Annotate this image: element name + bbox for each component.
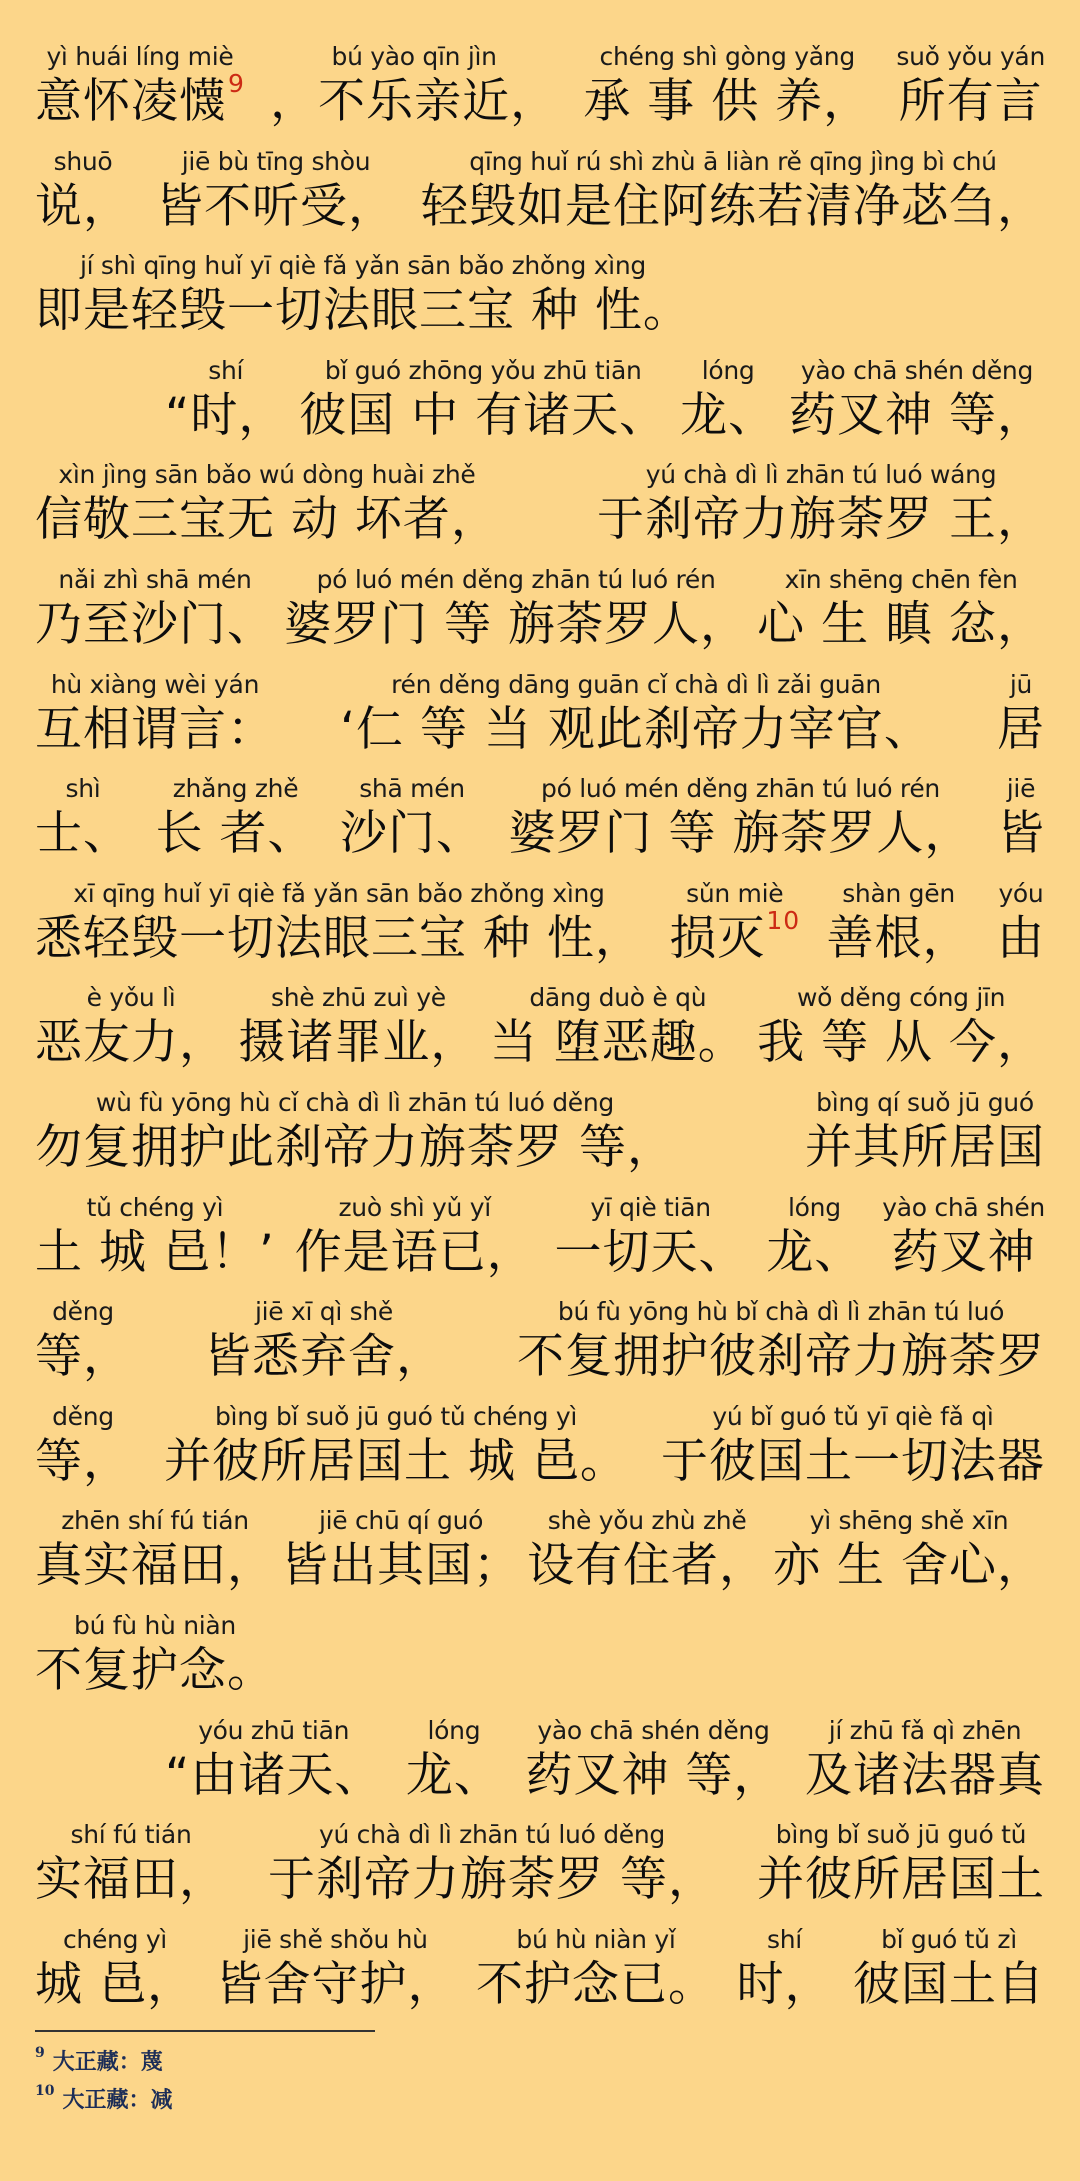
hanzi (299, 386, 667, 446)
phrase (35, 147, 131, 237)
phrase (773, 1506, 1045, 1596)
text-line (35, 865, 1045, 969)
phrase (35, 879, 643, 969)
phrase (517, 1297, 1045, 1387)
hanzi (555, 1223, 747, 1283)
footnote-marker[interactable]: 10 (766, 906, 801, 935)
hanzi-text: 善根， (826, 911, 971, 966)
hanzi-text: 于刹帝力旃荼罗 王， (597, 492, 1045, 547)
phrase (509, 774, 973, 864)
hanzi (997, 700, 1045, 760)
hanzi-text: 彼国土自 (852, 1957, 1045, 2012)
text-line (35, 551, 1045, 655)
hanzi (766, 1223, 862, 1283)
hanzi-text: 士、 (35, 806, 131, 861)
hanzi (757, 1013, 1045, 1073)
hanzi (35, 700, 275, 760)
pinyin: yóu (998, 879, 1044, 908)
phrase (35, 1297, 131, 1387)
hanzi-text: 长 者、 (155, 806, 316, 861)
hanzi-text: 不护念已。 (475, 1957, 716, 2012)
hanzi-text: 即是轻毁一切法眼三宝 种 性。 (35, 283, 691, 338)
hanzi-text: “由诸天、 (165, 1748, 383, 1803)
pinyin: bìng bǐ suǒ jū guó tǔ chéng yì (214, 1402, 577, 1431)
footnote-marker[interactable]: 9 (228, 69, 245, 98)
hanzi (661, 1432, 1045, 1492)
hanzi-text: 一切天、 (554, 1225, 747, 1280)
text-line (35, 1492, 1045, 1596)
phrase (35, 1820, 227, 1910)
pinyin: jū (1009, 670, 1033, 699)
hanzi (35, 1118, 675, 1178)
text-line (35, 1074, 1045, 1178)
hanzi-text: 药叉神 (891, 1225, 1036, 1280)
pinyin: zhǎng zhě (172, 774, 299, 803)
pinyin: yú chà dì lì zhān tú luó děng (318, 1820, 665, 1849)
phrase (525, 1716, 781, 1806)
footnote-9 (35, 2045, 163, 2076)
hanzi-text: 药叉神 等， (525, 1748, 782, 1803)
hanzi-text: 婆罗门 等 旃荼罗人， (284, 597, 749, 652)
hanzi (669, 906, 801, 969)
hanzi (35, 1641, 275, 1701)
hanzi (164, 1432, 628, 1492)
hanzi (680, 386, 776, 446)
text-line (165, 342, 1045, 446)
pinyin: lóng (701, 356, 755, 385)
text-line (35, 446, 1045, 550)
pinyin: shàn gēn (842, 879, 955, 908)
pinyin: bǐ guó zhōng yǒu zhū tiān (324, 356, 642, 385)
phrase (757, 983, 1045, 1073)
hanzi (270, 72, 558, 132)
text-line (35, 969, 1045, 1073)
footnote-10 (35, 2083, 173, 2114)
phrase (284, 565, 748, 655)
pinyin: děng (52, 1402, 114, 1431)
hanzi (284, 595, 748, 655)
hanzi (757, 1850, 1045, 1910)
phrase (270, 42, 558, 132)
phrase (597, 460, 1045, 550)
hanzi (853, 1955, 1045, 2015)
pinyin: shí fú tián (70, 1820, 192, 1849)
hanzi (527, 1536, 767, 1596)
phrase (35, 1925, 195, 2015)
hanzi-text: 皆悉弃舍， (204, 1329, 444, 1384)
phrase (35, 42, 245, 132)
phrase (156, 774, 316, 864)
hanzi-text: 并彼所居国土 城 邑。 (164, 1434, 628, 1489)
hanzi-text: 损灭 (669, 911, 766, 966)
hanzi (35, 804, 131, 864)
hanzi (35, 1223, 275, 1283)
hanzi (268, 1850, 716, 1910)
phrase (805, 1716, 1045, 1806)
hanzi (805, 1118, 1045, 1178)
hanzi-text: 土 城 邑！’ (35, 1225, 275, 1280)
hanzi-text: 龙、 (405, 1748, 502, 1803)
pinyin: jiē bù tīng shòu (181, 147, 371, 176)
pinyin: lóng (427, 1716, 481, 1745)
hanzi-text: 等， (35, 1329, 131, 1384)
hanzi (295, 1223, 535, 1283)
phrase (35, 1611, 275, 1701)
hanzi (421, 177, 1045, 237)
phrase (997, 774, 1045, 864)
phrase (789, 356, 1045, 446)
pinyin: shè yǒu zhù zhě (547, 1506, 747, 1535)
pinyin: zhēn shí fú tián (61, 1506, 249, 1535)
phrase (35, 1193, 275, 1283)
hanzi-text: 承 事 供 养， (583, 74, 872, 129)
hanzi (509, 804, 973, 864)
hanzi-text: 我 等 从 今， (757, 1015, 1045, 1070)
phrase (766, 1193, 862, 1283)
hanzi (165, 1746, 382, 1806)
pinyin: jí zhū fǎ qì zhēn (828, 1716, 1022, 1745)
hanzi-text: 城 邑， (35, 1957, 195, 2012)
hanzi (281, 1536, 521, 1596)
pinyin: shí (208, 356, 244, 385)
phrase (680, 356, 776, 446)
hanzi (892, 1223, 1036, 1283)
text-line (35, 760, 1045, 864)
hanzi-text: 皆不听受， (156, 179, 396, 234)
hanzi (35, 1013, 227, 1073)
phrase (164, 1402, 628, 1492)
pinyin: jiē (1006, 774, 1036, 803)
pinyin: wù fù yōng hù cǐ chà dì lì zhān tú luó děng (95, 1088, 615, 1117)
hanzi-text: 婆罗门 等 旃荼罗人， (508, 806, 973, 861)
hanzi-text: 作是语已， (294, 1225, 535, 1280)
phrase (757, 1820, 1045, 1910)
phrase (35, 460, 499, 550)
hanzi-text: 不复拥护彼刹帝力旃荼罗 (517, 1329, 1045, 1384)
hanzi (597, 490, 1045, 550)
hanzi-text: 互相谓言： (35, 702, 275, 757)
phrase (35, 983, 227, 1073)
hanzi-text: 乃至沙门、 (35, 597, 275, 652)
phrase (295, 1193, 535, 1283)
hanzi-text: 说， (35, 179, 131, 234)
pinyin: bú fù yōng hù bǐ chà dì lì zhān tú luó (557, 1297, 1005, 1326)
phrase (882, 1193, 1045, 1283)
phrase (268, 1820, 716, 1910)
pinyin: è yǒu lì (86, 983, 176, 1012)
hanzi-text: 及诸法器真 (805, 1748, 1045, 1803)
pinyin: dāng duò è qù (529, 983, 707, 1012)
phrase (827, 879, 971, 969)
hanzi-text: ，不乐亲近， (270, 74, 559, 129)
phrase (527, 1506, 767, 1596)
pinyin: bìng qí suǒ jū guó (816, 1088, 1034, 1117)
hanzi (406, 1746, 502, 1806)
hanzi (517, 1327, 1045, 1387)
text-line (35, 133, 1045, 237)
pinyin: jiē shě shǒu hù (243, 1925, 428, 1954)
pinyin: pó luó mén děng zhān tú luó rén (316, 565, 716, 594)
hanzi (35, 1955, 195, 2015)
pinyin: bú yào qīn jìn (331, 42, 497, 71)
hanzi (35, 69, 245, 132)
phrase (35, 670, 275, 760)
pinyin: lóng (788, 1193, 841, 1222)
phrase (35, 1402, 131, 1492)
hanzi-text: “时， (165, 388, 287, 443)
pinyin: shè zhū zuì yè (271, 983, 446, 1012)
phrase (35, 1506, 275, 1596)
phrase (757, 565, 1045, 655)
phrase (156, 147, 396, 237)
text-line (35, 237, 1045, 341)
hanzi (35, 1327, 131, 1387)
pinyin: wǒ děng cóng jīn (796, 983, 1006, 1012)
pinyin: qīng huǐ rú shì zhù ā liàn rě qīng jìng bì chú (469, 147, 997, 176)
hanzi (476, 1955, 716, 2015)
hanzi (35, 595, 275, 655)
pinyin: chéng yì (62, 1925, 167, 1954)
hanzi (35, 1850, 227, 1910)
pinyin: xī qīng huǐ yī qiè fǎ yǎn sān bǎo zhǒng xìng (73, 879, 605, 908)
hanzi-text: 悉轻毁一切法眼三宝 种 性， (35, 911, 643, 966)
hanzi (899, 72, 1043, 132)
phrase (35, 774, 131, 864)
hanzi-text: 龙、 (680, 388, 777, 443)
phrase (421, 147, 1045, 237)
phrase (555, 1193, 747, 1283)
footnote-divider (35, 2030, 375, 2032)
phrase (165, 1716, 382, 1806)
hanzi (340, 804, 484, 864)
text-line (35, 656, 1045, 760)
hanzi-text: 沙门、 (340, 806, 485, 861)
phrase (896, 42, 1045, 132)
pinyin: jiē xī qì shě (254, 1297, 394, 1326)
hanzi-text: 轻毁如是住阿练若清净苾刍， (421, 179, 1045, 234)
hanzi-text: 并其所居国 (805, 1120, 1045, 1175)
hanzi (789, 386, 1045, 446)
pinyin: yī qiè tiān (590, 1193, 711, 1222)
text-line (35, 1283, 1045, 1387)
hanzi (156, 177, 396, 237)
text-line (35, 28, 1045, 132)
phrase (35, 565, 275, 655)
phrase (661, 1402, 1045, 1492)
phrase (997, 670, 1045, 760)
pinyin: shuō (53, 147, 113, 176)
hanzi-text: 恶友力， (35, 1015, 227, 1070)
pinyin: jí shì qīng huǐ yī qiè fǎ yǎn sān bǎo zhǒng xìng (79, 251, 646, 280)
hanzi (490, 1013, 746, 1073)
hanzi-text: 信敬三宝无 动 坏者， (35, 492, 499, 547)
pinyin: yóu zhū tiān (198, 1716, 350, 1745)
phrase (165, 356, 286, 446)
hanzi (340, 700, 932, 760)
pinyin: yào chā shén děng (537, 1716, 770, 1745)
hanzi-text: 亦 生 舍心， (773, 1538, 1045, 1593)
hanzi-text: 龙、 (766, 1225, 863, 1280)
text-line (35, 1806, 1045, 1910)
pinyin: shā mén (359, 774, 465, 803)
phrase (35, 1088, 675, 1178)
hanzi (35, 177, 131, 237)
pinyin: tǔ chéng yì (86, 1193, 224, 1222)
hanzi-text: 意怀凌懱 (35, 74, 227, 129)
pinyin: yì shēng shě xīn (809, 1506, 1009, 1535)
pinyin: jiē chū qí guó (318, 1506, 484, 1535)
hanzi-text: 真实福田， (35, 1538, 275, 1593)
pinyin: děng (52, 1297, 114, 1326)
hanzi (35, 1432, 131, 1492)
pinyin: xīn shēng chēn fèn (784, 565, 1018, 594)
hanzi-text: 于彼国土一切法器 (660, 1434, 1045, 1489)
pinyin: suǒ yǒu yán (896, 42, 1045, 71)
pinyin: bǐ guó tǔ zì (881, 1925, 1017, 1954)
text-line (35, 1911, 1045, 2015)
pinyin: sǔn miè (686, 879, 784, 908)
pinyin: yú bǐ guó tǔ yī qiè fǎ qì (712, 1402, 994, 1431)
hanzi (827, 909, 971, 969)
phrase (997, 879, 1045, 969)
hanzi-text: 彼国 中 有诸天、 (299, 388, 668, 443)
hanzi-text: 居 (996, 702, 1045, 757)
phrase (340, 670, 932, 760)
hanzi (773, 1536, 1045, 1596)
pinyin: shí (766, 1925, 802, 1954)
hanzi-text: 皆舍守护， (215, 1957, 456, 2012)
pinyin: yú chà dì lì zhān tú luó wáng (645, 460, 997, 489)
footnote-number: 10 (35, 2083, 55, 2099)
pinyin: yào chā shén děng (800, 356, 1034, 385)
hanzi (757, 595, 1045, 655)
pinyin: hù xiàng wèi yán (50, 670, 260, 699)
hanzi-text: 不复护念。 (35, 1643, 275, 1698)
hanzi-text: 皆出其国； (281, 1538, 522, 1593)
pinyin: nǎi zhì shā mén (58, 565, 252, 594)
phrase (669, 879, 800, 969)
hanzi (997, 909, 1045, 969)
footnote-text: 大正藏：蔑 (52, 2049, 163, 2075)
text-line (35, 1388, 1045, 1492)
phrase (281, 1506, 521, 1596)
text-line (165, 1702, 1045, 1806)
hanzi (156, 804, 316, 864)
hanzi-text: 摄诸罪业， (238, 1015, 479, 1070)
text-line (35, 1597, 1045, 1701)
phrase (204, 1297, 444, 1387)
hanzi-text: 实福田， (35, 1852, 227, 1907)
phrase (35, 251, 691, 341)
hanzi-text: 心 生 瞋 忿， (757, 597, 1045, 652)
hanzi (35, 1536, 275, 1596)
phrase (406, 1716, 502, 1806)
pinyin: yì huái líng miè (46, 42, 234, 71)
hanzi (35, 281, 691, 341)
hanzi-text: 勿复拥护此刹帝力旃荼罗 等， (35, 1120, 675, 1175)
hanzi (35, 490, 499, 550)
phrase (490, 983, 746, 1073)
hanzi-text: 时， (736, 1957, 833, 2012)
hanzi (238, 1013, 478, 1073)
phrase (476, 1925, 716, 2015)
hanzi (525, 1746, 781, 1806)
hanzi-text: 于刹帝力旃荼罗 等， (268, 1852, 716, 1907)
phrase (736, 1925, 832, 2015)
hanzi (583, 72, 871, 132)
phrase (853, 1925, 1045, 2015)
hanzi-text: 并彼所居国土 (756, 1852, 1045, 1907)
pinyin: xìn jìng sān bǎo wú dòng huài zhě (58, 460, 476, 489)
hanzi (736, 1955, 832, 2015)
pinyin: chéng shì gòng yǎng (599, 42, 855, 71)
phrase (583, 42, 871, 132)
pinyin: rén děng dāng guān cǐ chà dì lì zǎi guān (391, 670, 881, 699)
hanzi (805, 1746, 1045, 1806)
pinyin: shì (65, 774, 101, 803)
hanzi-text: ‘仁 等 当 观此刹帝力宰官、 (340, 702, 932, 757)
phrase (215, 1925, 455, 2015)
hanzi (165, 386, 286, 446)
phrase (805, 1088, 1045, 1178)
hanzi-text: 设有住者， (527, 1538, 768, 1593)
footnote-number: 9 (35, 2045, 45, 2061)
hanzi-text: 等， (35, 1434, 131, 1489)
pinyin: pó luó mén děng zhān tú luó rén (541, 774, 940, 803)
phrase (238, 983, 478, 1073)
hanzi-text: 由 (996, 911, 1045, 966)
text-line (35, 1179, 1045, 1283)
hanzi (997, 804, 1045, 864)
footnote-text: 大正藏：减 (62, 2087, 173, 2113)
pinyin: zuò shì yǔ yǐ (338, 1193, 491, 1222)
hanzi-text: 皆 (996, 806, 1045, 861)
pinyin: bú fù hù niàn (74, 1611, 236, 1640)
hanzi (35, 909, 643, 969)
hanzi-text: 药叉神 等， (789, 388, 1045, 443)
phrase (299, 356, 667, 446)
hanzi-text: 当 堕恶趣。 (489, 1015, 746, 1070)
phrase (340, 774, 484, 864)
pinyin: yào chā shén (882, 1193, 1045, 1222)
pinyin: bìng bǐ suǒ jū guó tǔ (775, 1820, 1027, 1849)
pinyin: bú hù niàn yǐ (516, 1925, 676, 1954)
hanzi (215, 1955, 455, 2015)
hanzi-text: 所有言 (898, 74, 1043, 129)
hanzi (204, 1327, 444, 1387)
